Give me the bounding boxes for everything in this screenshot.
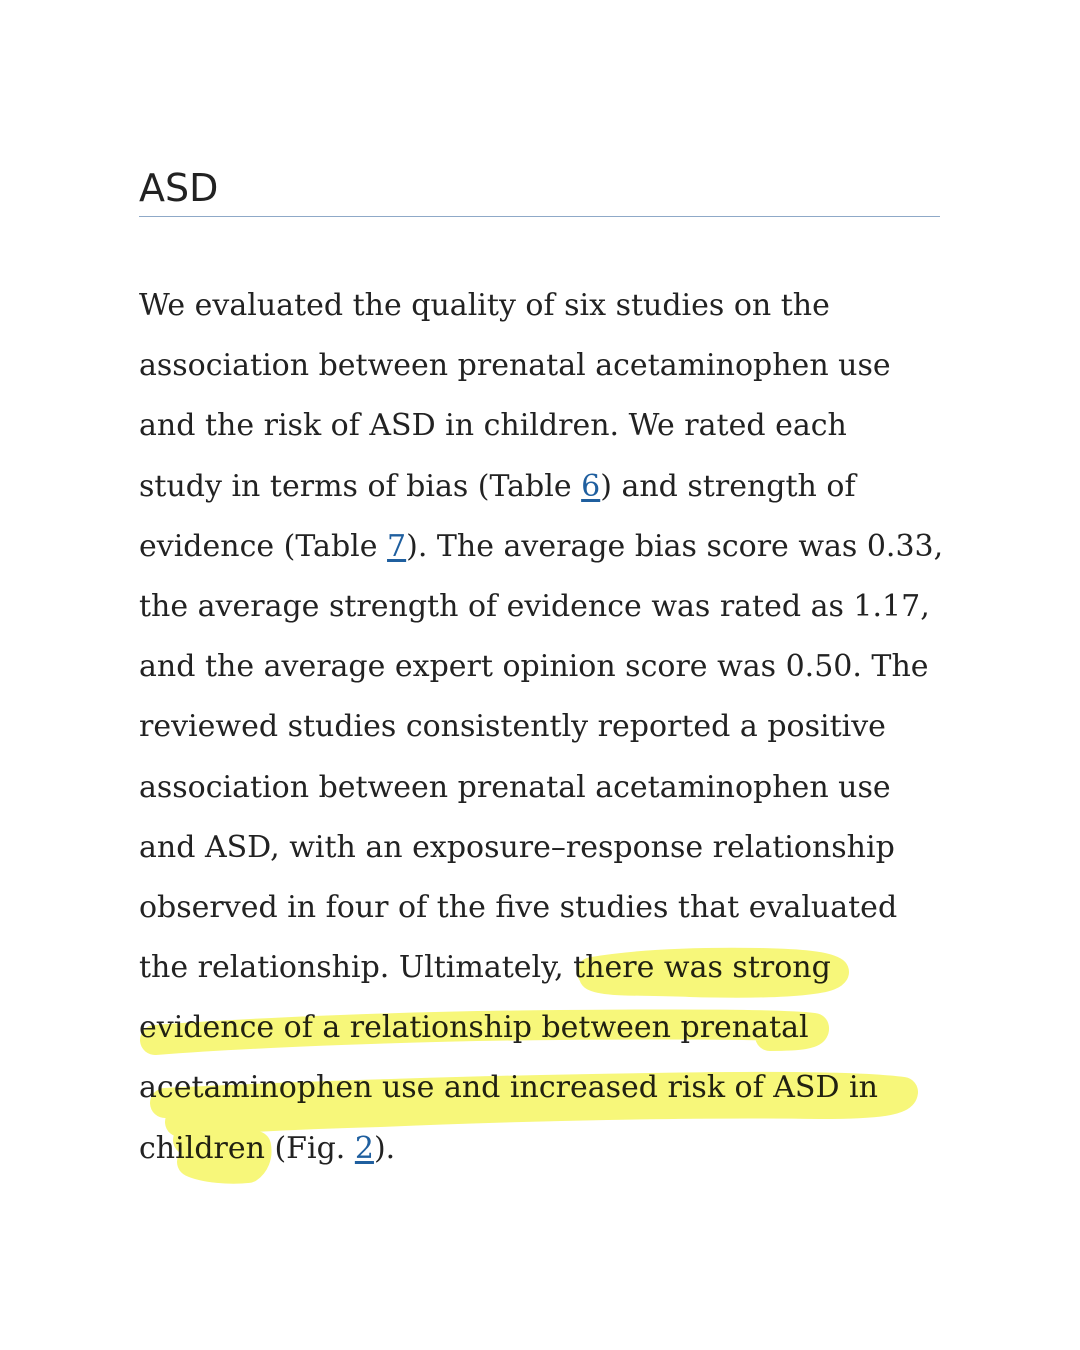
body-paragraph — [139, 276, 959, 1179]
paragraph-line: observed in four of the five studies that evaluated — [139, 889, 898, 925]
table-6-link[interactable]: 6 — [581, 468, 601, 504]
paragraph-line: evidence of a relationship between prenatal — [139, 1010, 809, 1046]
paragraph-line: the average strength of evidence was rated as 1.17, — [139, 588, 930, 624]
figure-2-link[interactable]: 2 — [354, 1130, 374, 1166]
paragraph-line: and the risk of ASD in children. We rated each — [139, 408, 847, 444]
paragraph-line: association between prenatal acetaminophen use — [139, 348, 891, 384]
paragraph-text: ). The average bias score was 0.33, — [406, 528, 944, 564]
paragraph-line: acetaminophen use and increased risk of ASD in — [139, 1070, 878, 1106]
table-7-link[interactable]: 7 — [387, 528, 407, 564]
paragraph-text: evidence (Table — [139, 528, 388, 564]
paragraph-line: the relationship. Ultimately, there was strong — [139, 950, 831, 986]
section-title: ASD — [139, 166, 219, 210]
paragraph-text: children (Fig. — [139, 1130, 355, 1166]
paragraph-line: reviewed studies consistently reported a positive — [139, 709, 886, 745]
paragraph-line: We evaluated the quality of six studies on the — [139, 288, 830, 323]
paragraph-line: association between prenatal acetaminophen use — [139, 769, 891, 805]
paragraph-text: ). — [373, 1130, 396, 1166]
paragraph-text: ) and strength of — [600, 468, 856, 504]
paragraph-text: study in terms of bias (Table — [139, 468, 582, 504]
paragraph-line: and the average expert opinion score was 0.50. The — [139, 649, 929, 685]
paragraph-line: and ASD, with an exposure–response relationship — [139, 829, 895, 865]
paragraph-line — [139, 517, 959, 577]
title-divider — [139, 216, 940, 217]
paragraph-line — [139, 1119, 959, 1179]
paragraph-line — [139, 457, 959, 517]
